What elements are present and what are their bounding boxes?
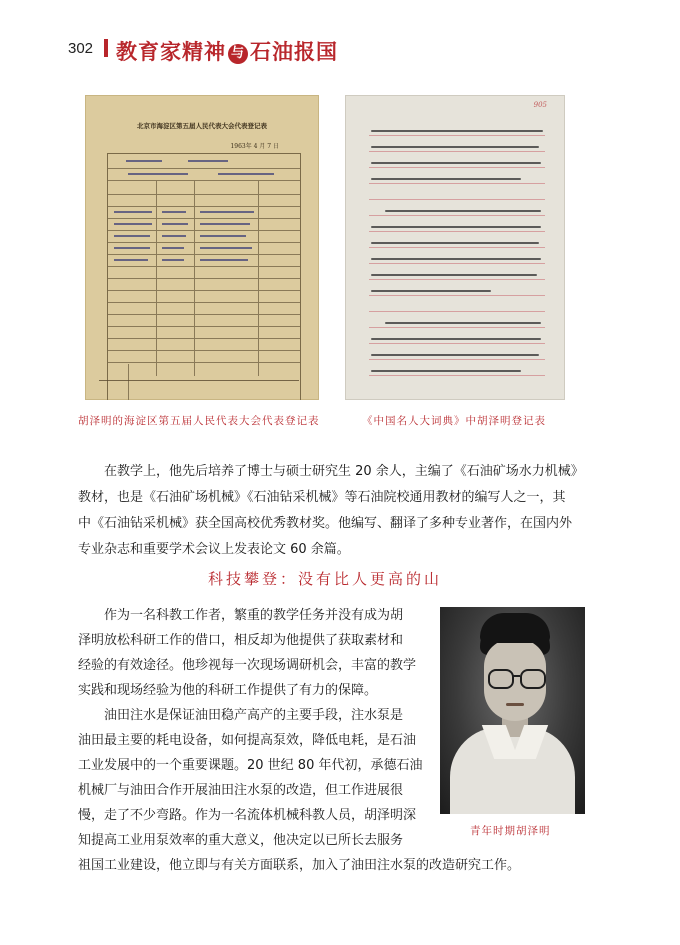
right-figure-caption: 《中国名人大词典》中胡泽明登记表 [362,415,546,427]
paragraph-line: 知提高工业用泵效率的重大意义，他决定以已所长去服务 [78,833,404,848]
paragraph-line: 教材，也是《石油矿场机械》《石油钻采机械》等石油院校通用教材的编写人之一，其 [78,490,566,505]
paragraph-line: 作为一名科教工作者，繁重的教学任务并没有成为胡 [104,608,404,623]
form-footer-note [99,380,305,386]
paragraph-line: 在教学上，他先后培养了博士与硕士研究生 20 余人，主编了《石油矿场水力机械》 [104,464,584,479]
paragraph-line: 实践和现场经验为他的科研工作提供了有力的保障。 [78,683,378,698]
portrait-caption: 青年时期胡泽明 [470,825,551,837]
header-title-part1: 教育家精神 [116,39,226,64]
form-date: 1963年 4 月 7 日 [230,143,279,150]
page-number: 302 [68,40,94,57]
running-header-title [116,36,338,66]
portrait-photo [440,607,585,814]
paragraph-line: 中《石油钻采机械》获全国高校优秀教材奖。他编写、翻译了多种专业著作，在国内外 [78,516,573,531]
paragraph-line: 工业发展中的一个重要课题。20 世纪 80 年代初，承德石油 [78,758,423,773]
section-heading: 科技攀登：没有比人更高的山 [208,570,443,588]
header-title-joiner: 与 [228,44,248,64]
paragraph-line: 油田注水是保证油田稳产高产的主要手段，注水泵是 [104,708,404,723]
paragraph-line: 祖国工业建设，他立即与有关方面联系，加入了油田注水泵的改造研究工作。 [78,858,521,873]
left-figure-caption: 胡泽明的海淀区第五届人民代表大会代表登记表 [78,415,320,427]
header-title-part2: 石油报国 [250,39,338,64]
registration-form-photo [85,95,319,400]
form-title: 北京市海淀区第五届人民代表大会代表登记表 [137,122,267,130]
manuscript-page-number: 905 [533,101,547,109]
paragraph-line: 油田最主要的耗电设备，如何提高泵效，降低电耗，是石油 [78,733,417,748]
form-grid [107,153,301,400]
paragraph-line: 慢，走了不少弯路。作为一名流体机械科教人员，胡泽明深 [78,808,417,823]
dictionary-manuscript-photo [345,95,565,400]
paragraph-line: 泽明放松科研工作的借口，相反却为他提供了获取素材和 [78,633,404,648]
paragraph-line: 机械厂与油田合作开展油田注水泵的改造，但工作进展很 [78,783,404,798]
header-accent-bar [104,39,108,57]
paragraph-line: 经验的有效途径。他珍视每一次现场调研机会，丰富的教学 [78,658,417,673]
paragraph-line: 专业杂志和重要学术会议上发表论文 60 余篇。 [78,542,350,557]
